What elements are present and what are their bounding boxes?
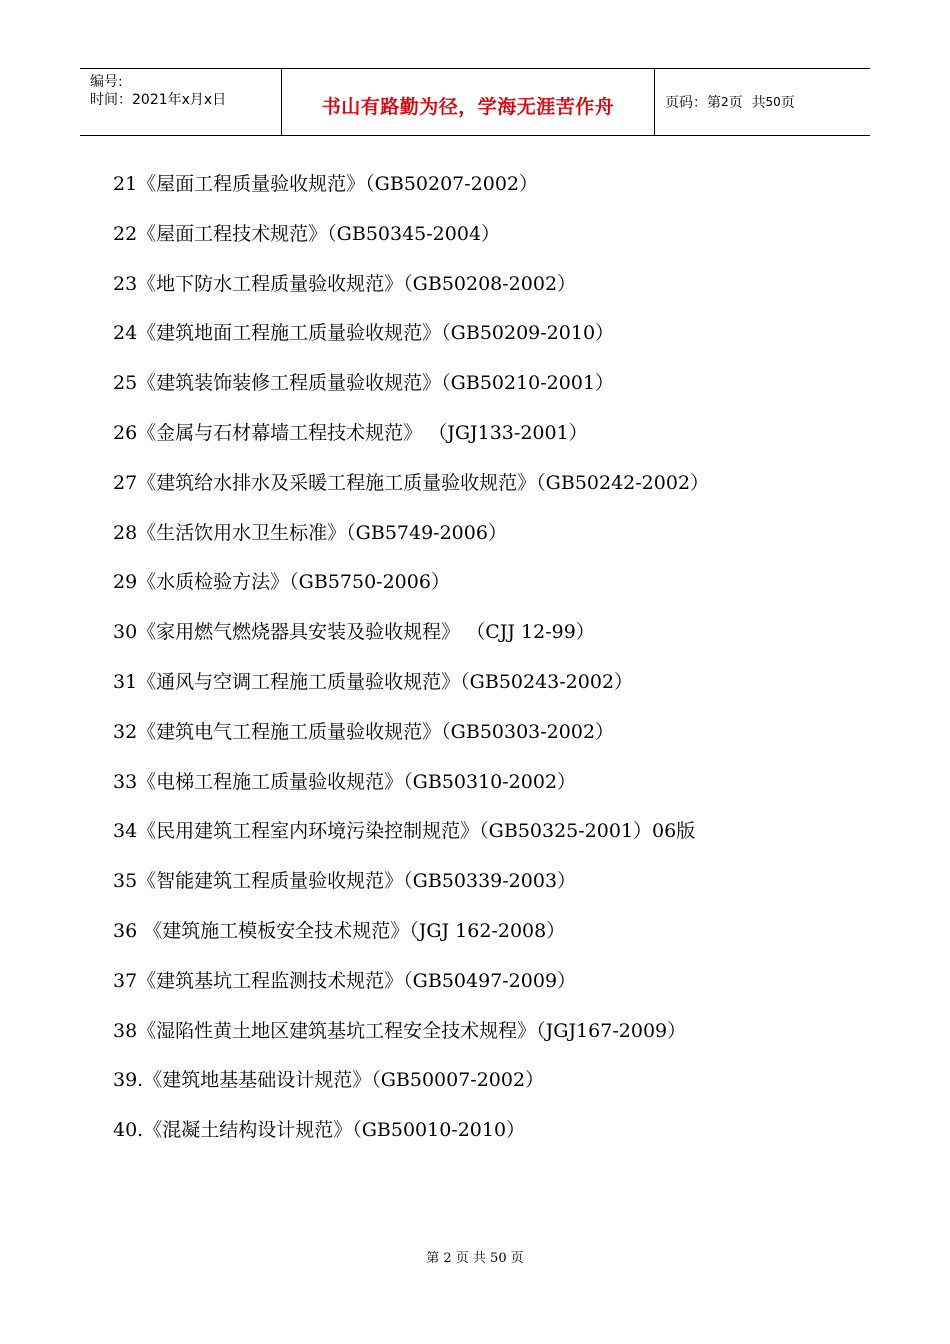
code-label: 编号: <box>90 74 123 90</box>
footer-page-number: 第 2 页 共 50 页 <box>426 1251 524 1266</box>
list-item: 31《通风与空调工程施工质量验收规范》（GB50243-2002） <box>113 670 634 693</box>
list-item: 37《建筑基坑工程监测技术规范》（GB50497-2009） <box>113 969 577 992</box>
list-item: 38《湿陷性黄土地区建筑基坑工程安全技术规程》（JGJ167-2009） <box>113 1019 687 1042</box>
header-meta <box>80 69 282 135</box>
list-item: 34《民用建筑工程室内环境污染控制规范》（GB50325-2001）06版 <box>113 820 696 843</box>
list-item: 35《智能建筑工程质量验收规范》（GB50339-2003） <box>113 870 577 893</box>
list-item: 39.《建筑地基基础设计规范》（GB50007-2002） <box>113 1069 545 1092</box>
page-suffix: 页 <box>780 95 795 111</box>
list-item: 36 《建筑施工模板安全技术规范》（JGJ 162-2008） <box>113 919 566 942</box>
list-item: 33《电梯工程施工质量验收规范》（GB50310-2002） <box>113 770 577 793</box>
list-item: 22《屋面工程技术规范》（GB50345-2004） <box>113 222 501 245</box>
header-motto-cell <box>282 69 655 135</box>
page-footer <box>0 1247 950 1266</box>
page-header <box>80 68 870 136</box>
list-item: 26《金属与石材幕墙工程技术规范》 （JGJ133-2001） <box>113 421 588 444</box>
list-item: 40.《混凝土结构设计规范》（GB50010-2010） <box>113 1119 526 1142</box>
motto: 书山有路勤为径，学海无涯苦作舟 <box>321 95 615 118</box>
list-item: 27《建筑给水排水及采暖工程施工质量验收规范》（GB50242-2002） <box>113 471 710 494</box>
page-number: 2 <box>721 95 729 109</box>
list-item: 25《建筑装饰装修工程质量验收规范》（GB50210-2001） <box>113 372 615 395</box>
list-item: 32《建筑电气工程施工质量验收规范》（GB50303-2002） <box>113 720 615 743</box>
list-item: 24《建筑地面工程施工质量验收规范》（GB50209-2010） <box>113 322 615 345</box>
standards-list <box>113 171 709 1167</box>
list-item: 28《生活饮用水卫生标准》（GB5749-2006） <box>113 521 507 544</box>
list-item: 21《屋面工程质量验收规范》（GB50207-2002） <box>113 173 539 195</box>
list-item: 29《水质检验方法》（GB5750-2006） <box>113 571 450 594</box>
page-mid: 页 共 <box>728 95 766 111</box>
page-prefix: 页码：第 <box>665 95 721 111</box>
header-page-info <box>655 69 870 135</box>
list-item: 23《地下防水工程质量验收规范》（GB50208-2002） <box>113 272 577 295</box>
date-label: 时间：2021年x月x日 <box>90 92 227 108</box>
page-total: 50 <box>765 95 781 109</box>
list-item: 30《家用燃气燃烧器具安装及验收规程》 （CJJ 12-99） <box>113 621 595 644</box>
